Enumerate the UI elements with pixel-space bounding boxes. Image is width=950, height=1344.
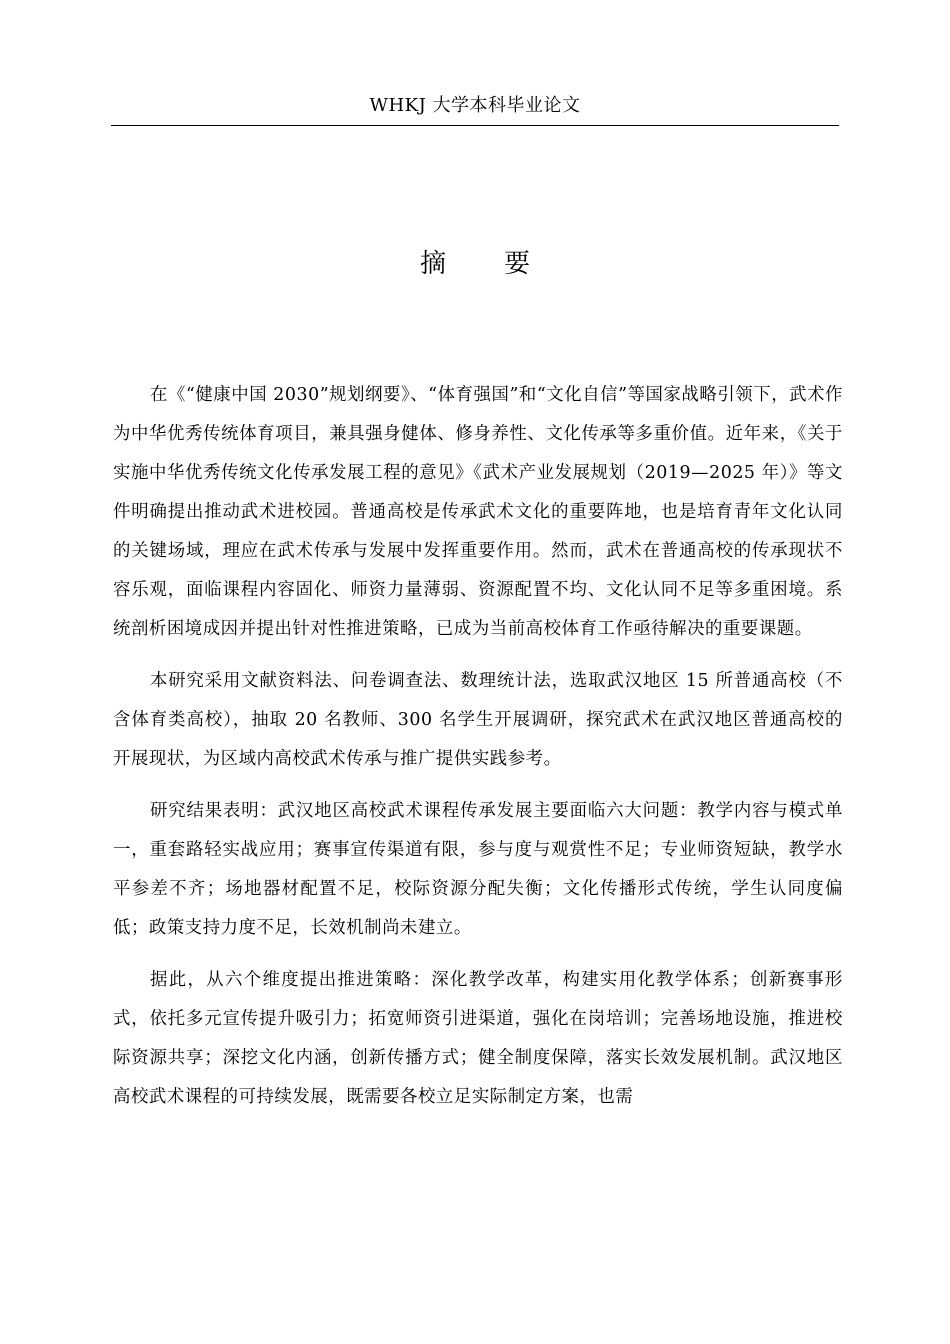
header-rule xyxy=(111,125,839,126)
paragraph-results: 研究结果表明：武汉地区高校武术课程传承发展主要面临六大问题：教学内容与模式单一，重套路轻实战应用；赛事宣传渠道有限，参与度与观赏性不足；专业师资短缺，教学水平参差不齐；场地器材配置不足，校际资源分配失衡；文化传播形式传统，学生认同度偏低；政策支持力度不足，长效机制尚未建立。 xyxy=(113,801,843,938)
running-header: WHKJ 大学本科毕业论文 xyxy=(369,95,581,116)
paragraph-methods: 本研究采用文献资料法、问卷调查法、数理统计法，选取武汉地区 15 所普通高校（不含体育类高校），抽取 20 名教师、300 名学生开展调研，探究武术在武汉地区普通高校的开展现状，为区域内高校武术传承与推广提供实践参考。 xyxy=(113,671,843,769)
paragraph-background: 在《“健康中国 2030”规划纲要》、“体育强国”和“文化自信”等国家战略引领下，武术作为中华优秀传统体育项目，兼具强身健体、修身养性、文化传承等多重价值。近年来，《关于实施中华优秀传统文化传承发展工程的意见》《武术产业发展规划（2019—2025 年）》等文件明确提出推动武术进校园。普通高校是传承武术文化的重要阵地，也是培育青年文化认同的关键场域，理应在武术传承与发展中发挥重要作用。然而，武术在普通高校的传承现状不容乐观，面临课程内容固化、师资力量薄弱、资源配置不均、文化认同不足等多重困境。系统剖析困境成因并提出针对性推进策略，已成为当前高校体育工作亟待解决的重要课题。 xyxy=(113,385,843,639)
abstract-title: 摘要 xyxy=(419,249,588,279)
abstract-body xyxy=(113,376,843,1130)
paragraph-strategies: 据此，从六个维度提出推进策略：深化教学改革，构建实用化教学体系；创新赛事形式，依托多元宣传提升吸引力；拓宽师资引进渠道，强化在岗培训；完善场地设施，推进校际资源共享；深挖文化内涵，创新传播方式；健全制度保障，落实长效发展机制。武汉地区高校武术课程的可持续发展，既需要各校立足实际制定方案，也需 xyxy=(113,970,843,1107)
